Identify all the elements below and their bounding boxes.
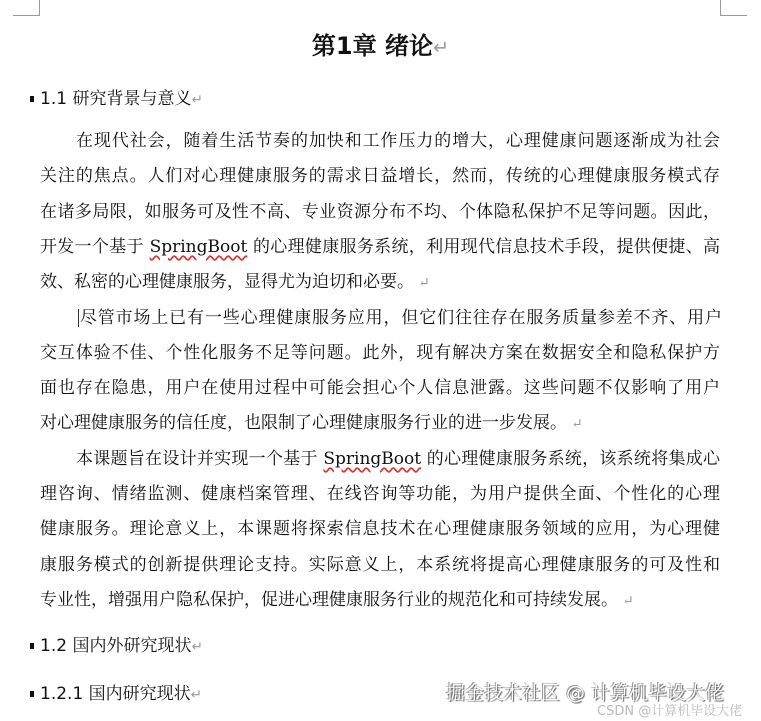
paragraph-line	[76, 129, 720, 153]
paragraph-line	[76, 447, 720, 471]
paragraph-mark: ↵	[191, 92, 203, 108]
paragraph-line	[40, 376, 720, 400]
crop-mark-right	[720, 0, 747, 16]
text-run: 在现代社会，随着生活节奏的加快和工作压力的增大，心理健康问题逐渐成为社会	[76, 131, 720, 151]
text-run: 的心理健康服务系统，利用现代信息技术手段，提供便捷、高	[247, 236, 720, 257]
heading-text: 1.2.1 国内研究现状	[40, 684, 191, 704]
spellcheck-word: SpringBoot	[323, 448, 422, 469]
text-run: 交互体验不佳、个性化服务不足等问题。此外，现有解决方案在数据安全和隐私保护方	[40, 342, 720, 363]
text-run: 的心理健康服务系统，该系统将集成心	[421, 448, 720, 469]
heading-bullet	[30, 643, 34, 649]
text-run: 专业性，增强用户隐私保护，促进心理健康服务行业的规范化和可持续发展。	[40, 589, 618, 610]
paragraph-mark: ↵	[190, 687, 203, 703]
text-run: 开发一个基于	[40, 236, 150, 257]
text-run: 尽管市场上已有一些心理健康服务应用，但它们往往存在服务质量参差不齐、用户	[79, 307, 722, 328]
text-run: 本课题旨在设计并实现一个基于	[76, 448, 324, 469]
heading-bullet	[30, 96, 34, 102]
paragraph-mark: ↵	[191, 639, 203, 655]
heading-1-1	[30, 84, 203, 109]
paragraph-line	[40, 164, 720, 188]
text-run: 面也存在隐患，用户在使用过程中可能会担心个人信息泄露。这些问题不仅影响了用户	[40, 378, 720, 399]
chapter-title-text: 第1章 绪论	[311, 32, 433, 60]
paragraph-line	[40, 200, 720, 224]
text-run: 对心理健康服务的信任度，也限制了心理健康服务行业的进一步发展。	[40, 413, 567, 434]
paragraph-line	[40, 411, 720, 435]
paragraph-line	[40, 482, 720, 506]
heading-bullet	[30, 691, 34, 697]
heading-text: 1.1 研究背景与意义	[40, 89, 192, 109]
spellcheck-word: SpringBoot	[149, 236, 248, 257]
text-run: 效、私密的心理健康服务，显得尤为迫切和必要。	[40, 272, 414, 293]
text-run: 在诸多局限，如服务可及性不高、专业资源分布不均、个体隐私保护不足等问题。因此，	[40, 201, 720, 222]
watermark-csdn: CSDN @计算机毕设大佬	[597, 704, 743, 719]
paragraph-line	[40, 517, 720, 541]
paragraph-line	[40, 270, 720, 294]
paragraph-line	[40, 235, 720, 259]
paragraph-mark: ↵	[432, 36, 450, 59]
watermark-juejin: 掘金技术社区 @ 计算机毕设大佬	[446, 682, 725, 704]
paragraph-line	[78, 306, 722, 330]
text-run: 健康服务。理论意义上，本课题将探索信息技术在心理健康服务领域的应用，为心理健	[40, 519, 720, 540]
heading-text: 1.2 国内外研究现状	[40, 636, 192, 656]
chapter-title	[0, 26, 761, 61]
text-run: 理咨询、情绪监测、健康档案管理、在线咨询等功能，为用户提供全面、个性化的心理	[40, 484, 720, 504]
crop-mark-left	[13, 0, 40, 16]
paragraph-mark: ↵	[567, 416, 583, 433]
heading-1-2-1	[30, 679, 202, 704]
paragraph-line	[40, 553, 720, 577]
paragraph-mark: ↵	[618, 592, 634, 609]
paragraph-mark: ↵	[414, 275, 430, 292]
text-run: 康服务模式的创新提供理论支持。实际意义上，本系统将提高心理健康服务的可及性和	[40, 554, 720, 575]
paragraph-line	[40, 341, 720, 365]
heading-1-2	[30, 631, 203, 656]
text-run: 关注的焦点。人们对心理健康服务的需求日益增长，然而，传统的心理健康服务模式存	[40, 166, 720, 187]
paragraph-line	[40, 588, 720, 612]
